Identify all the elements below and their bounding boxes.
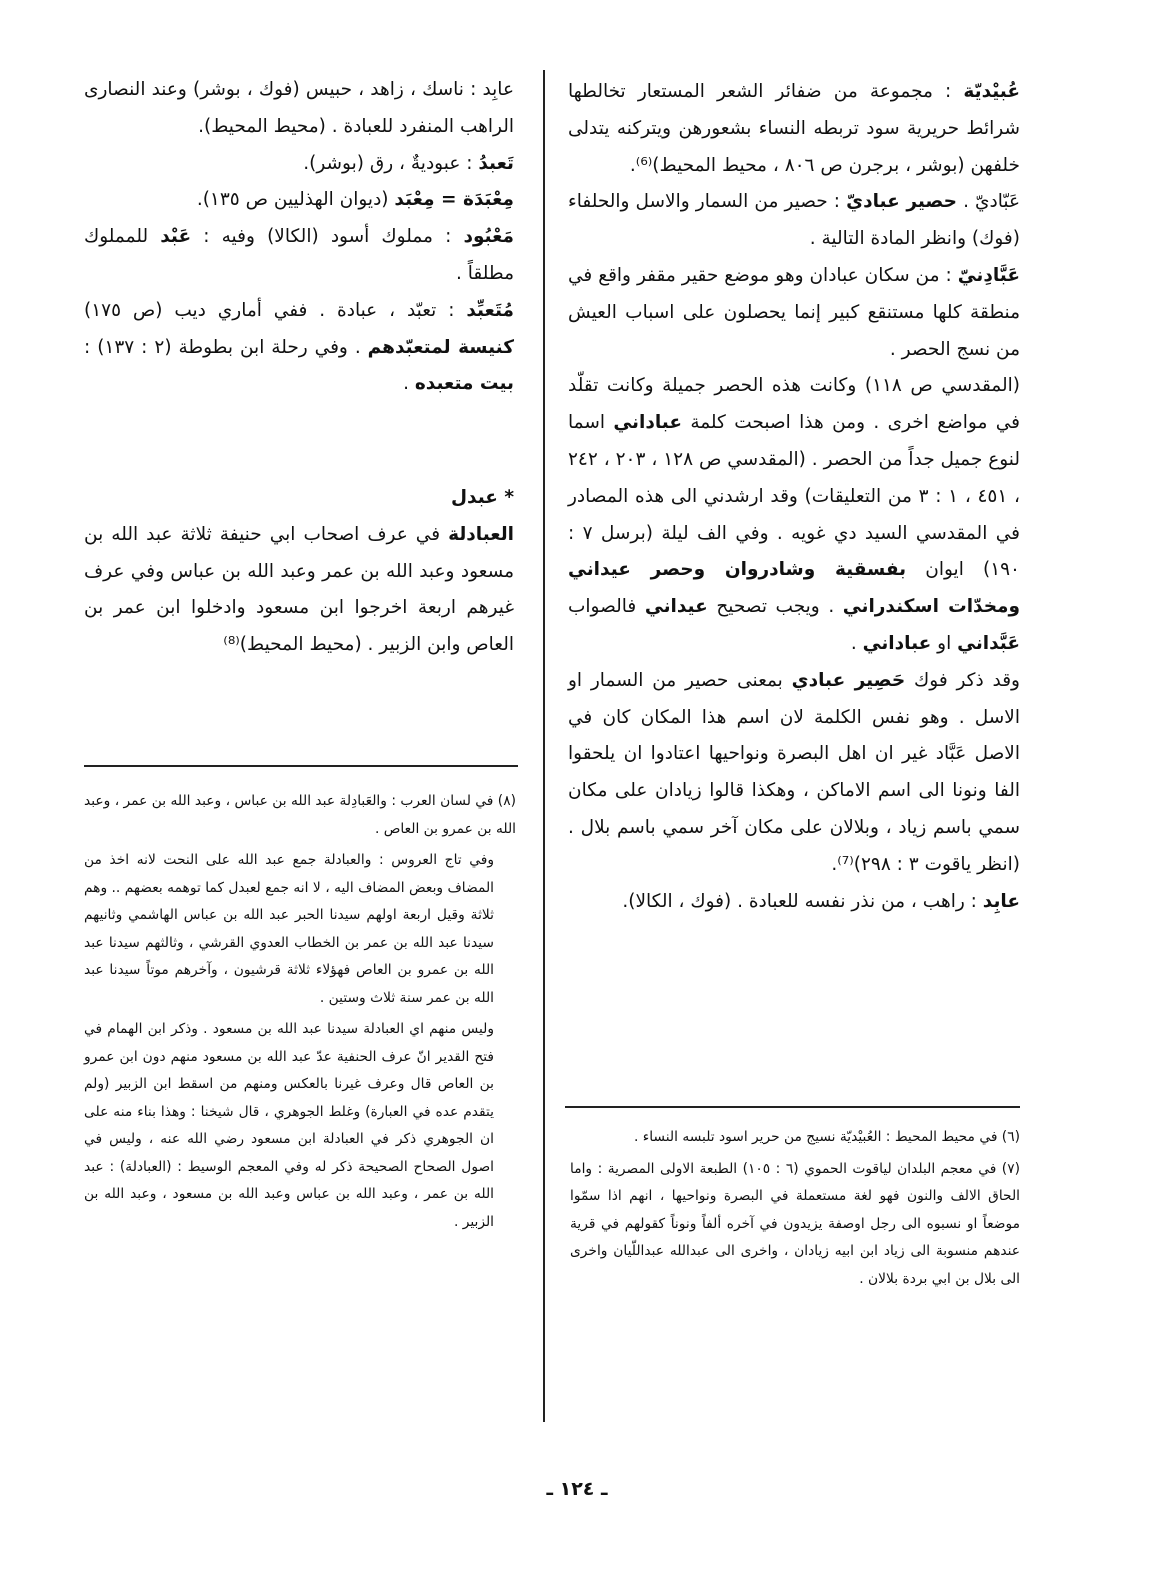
footnote-rule-left bbox=[84, 765, 518, 767]
footnote-8-hamam: وليس منهم اي العبادلة سيدنا عبد الله بن مسعود . وذكر ابن الهمام في فتح القدير انّ عرف الحنفية عدّ عبد الله بن مسعود منهم دون ابن عمرو بن العاص قال وعرف غيرنا بالعكس ومنهم من اسقط ابن الزبير (ولم يتقدم عده في العبارة) وغلط الجوهري ، قال شيخنا : وهذا بناء منه على ان الجوهري ذكر في العبادلة ابن مسعود رضي الله عنه ، وليس في اصول الصحاح الصحيحة ذكر له وفي المعجم الوسيط : (العبادلة) : عبد الله بن عمر ، وعبد الله بن عباس وعبد الله بن مسعود ، وعبد الله بن الزبير . bbox=[84, 1021, 494, 1230]
entry-taabbud: تَعبدُ : عبوديةٌ ، رق (بوشر). bbox=[303, 152, 514, 174]
entry-abadila: العبادلة في عرف اصحاب ابي حنيفة ثلاثة عبد الله بن مسعود وعبد الله بن عمر وعبد الله بن عباس وفي عرف غيرهم اربعة اخرجوا ابن مسعود وادخلوا ابن عمر بن العاص وابن الزبير . (محيط المحيط)⁽⁸⁾ bbox=[84, 523, 514, 656]
headword: مَعْبُود bbox=[463, 226, 514, 248]
footnote-8: (٨) في لسان العرب : والعَبادِلة عبد الله بن عباس ، وعبد الله بن عمر ، وعبد الله بن عمرو بن العاص . bbox=[84, 793, 516, 837]
paragraph-muqaddasi: (المقدسي ص ١١٨) وكانت هذه الحصر جميلة وكانت تقلّد في مواضع اخرى . ومن هذا اصبحت كلمة عباداني اسما لنوع جميل جداً من الحصر . (المقدسي ص ١٢٨ ، ٢٠٣ ، ٢٤٢ ، ٤٥١ ، ١ : ٣ من التعليقات) وقد ارشدني الى هذه المصادر في المقدسي السيد دي غويه . وفي الف ليلة (برسل ٧ : ١٩٠) ايوان بفسقية وشادروان وحصر عيداني ومخدّات اسكندراني . ويجب تصحيح عيداني فالصواب عَبَّداني او عباداني . bbox=[568, 375, 1021, 654]
footnote-6: (٦) في محيط المحيط : العُبيْديّة نسيج من حرير اسود تلبسه النساء . bbox=[633, 1129, 1020, 1145]
footnote-8-taj: وفي تاج العروس : والعبادلة جمع عبد الله على النحت لانه اخذ من المضاف وبعض المضاف اليه ، لا انه جمع لعبدل كما توهمه بعضهم .. وهم ثلاثة وقيل اربعة اولهم سيدنا الحبر عبد الله بن عباس الهاشمي وثانيهم سيدنا عبد الله بن عمر بن الخطاب العدوي القرشي ، وثالثهم سيدنا عبد الله بن عمرو بن العاص فهؤلاء ثلاثة قرشيون ، وآخرهم موتاً سيدنا عبد الله بن عمر سنة ثلاث وستين . bbox=[84, 852, 494, 1006]
headword: عابِد bbox=[982, 890, 1020, 912]
paragraph-fock: وقد ذكر فوك حَصِير عبادي بمعنى حصير من السمار او الاسل . وهو نفس الكلمة لان اسم هذا المكان كان في الاصل عَبَّاد غير ان اهل البصرة ونواحيها اعتادوا ان يلحقوا الفا ونونا الى اسم الاماكن ، وهكذا قالوا زيادان على مكان سمي باسم زياد ، وبلالان على مكان آخر سمي باسم بلال . (انظر ياقوت ٣ : ٢٩٨)⁽⁷⁾. bbox=[568, 669, 1020, 875]
entry-abid: عابِد : راهب ، من نذر نفسه للعبادة . (فوك ، الكالا). bbox=[622, 890, 1020, 912]
left-column bbox=[84, 72, 514, 403]
footnote-7: (٧) في معجم البلدان لياقوت الحموي (٦ : ١٠٥) الطبعة الاولى المصرية : واما الحاق الالف والنون فهو لغة مستعملة في البصرة ونواحيها ، انهم اذا سمّوا موضعاً او نسبوه الى رجل اوصفة يزيدون في آخره ألفاً ونوناً كقولهم في قرية عندهم منسوبة الى زياد ابن ابيه زيادان ، واخرى الى عبدالله عبداللّيان واخرى الى بلال بن ابي بردة بلالان . bbox=[570, 1160, 1020, 1287]
headword: عَبَّادِنيّ bbox=[957, 264, 1020, 286]
entry-abbadi: عَبّاديّ . حصير عباديّ : حصير من السمار والاسل والحلفاء (فوك) وانظر المادة التالية . bbox=[568, 191, 1020, 250]
footnote-rule-right bbox=[565, 1106, 1020, 1108]
headword: حصير عباديّ bbox=[846, 191, 957, 213]
entry-mutaabbid: مُتَعبِّد : تعبّد ، عبادة . ففي أماري ديب (ص ١٧٥) كنيسة لمتعبّدهم . وفي رحلة ابن بطوطة (٢ : ١٣٧) : بيت متعبده . bbox=[84, 299, 514, 395]
entry-abbadani: عَبَّادِنيّ : من سكان عبادان وهو موضع حقير مقفر واقع في منطقة كلها مستنقع كبير إنما يحصلون على اسباب العيش من نسج الحصر . bbox=[568, 264, 1020, 360]
headword: مُتَعبِّد bbox=[466, 299, 514, 321]
section-heading: * عبدل bbox=[450, 487, 514, 508]
column-divider bbox=[543, 70, 545, 1422]
headword: عُبيْديّة bbox=[963, 81, 1020, 102]
headword: مِعْبَدَة = مِعْبَد bbox=[394, 189, 514, 211]
section-abdal bbox=[84, 480, 514, 664]
page-number: ـ ١٢٤ ـ bbox=[546, 1478, 608, 1500]
entry-ubaydiyya: عُبيْديّة : مجموعة من ضفائر الشعر المستعار تخالطها شرائط حريرية سود تربطه النساء بشعورهن ويتركنه يتدلى خلفهن (بوشر ، برجرن ص ٨٠٦ ، محيط المحيط)⁽⁶⁾. bbox=[568, 81, 1020, 176]
footnotes-right bbox=[570, 1124, 1020, 1297]
headword: العبادلة bbox=[448, 523, 514, 545]
footnotes-left bbox=[84, 788, 516, 1240]
entry-maabada: مِعْبَدَة = مِعْبَد (ديوان الهذليين ص ١٣٥). bbox=[196, 189, 514, 211]
headword: تَعبدُ bbox=[478, 152, 514, 174]
entry-abid-2: عابِد : ناسك ، زاهد ، حبيس (فوك ، بوشر) وعند النصارى الراهب المنفرد للعبادة . (محيط المحيط). bbox=[84, 79, 514, 137]
entry-mabud: مَعْبُود : مملوك أسود (الكالا) وفيه : عَبْد للمملوك مطلقاً . bbox=[84, 226, 514, 284]
right-column bbox=[568, 74, 1020, 920]
